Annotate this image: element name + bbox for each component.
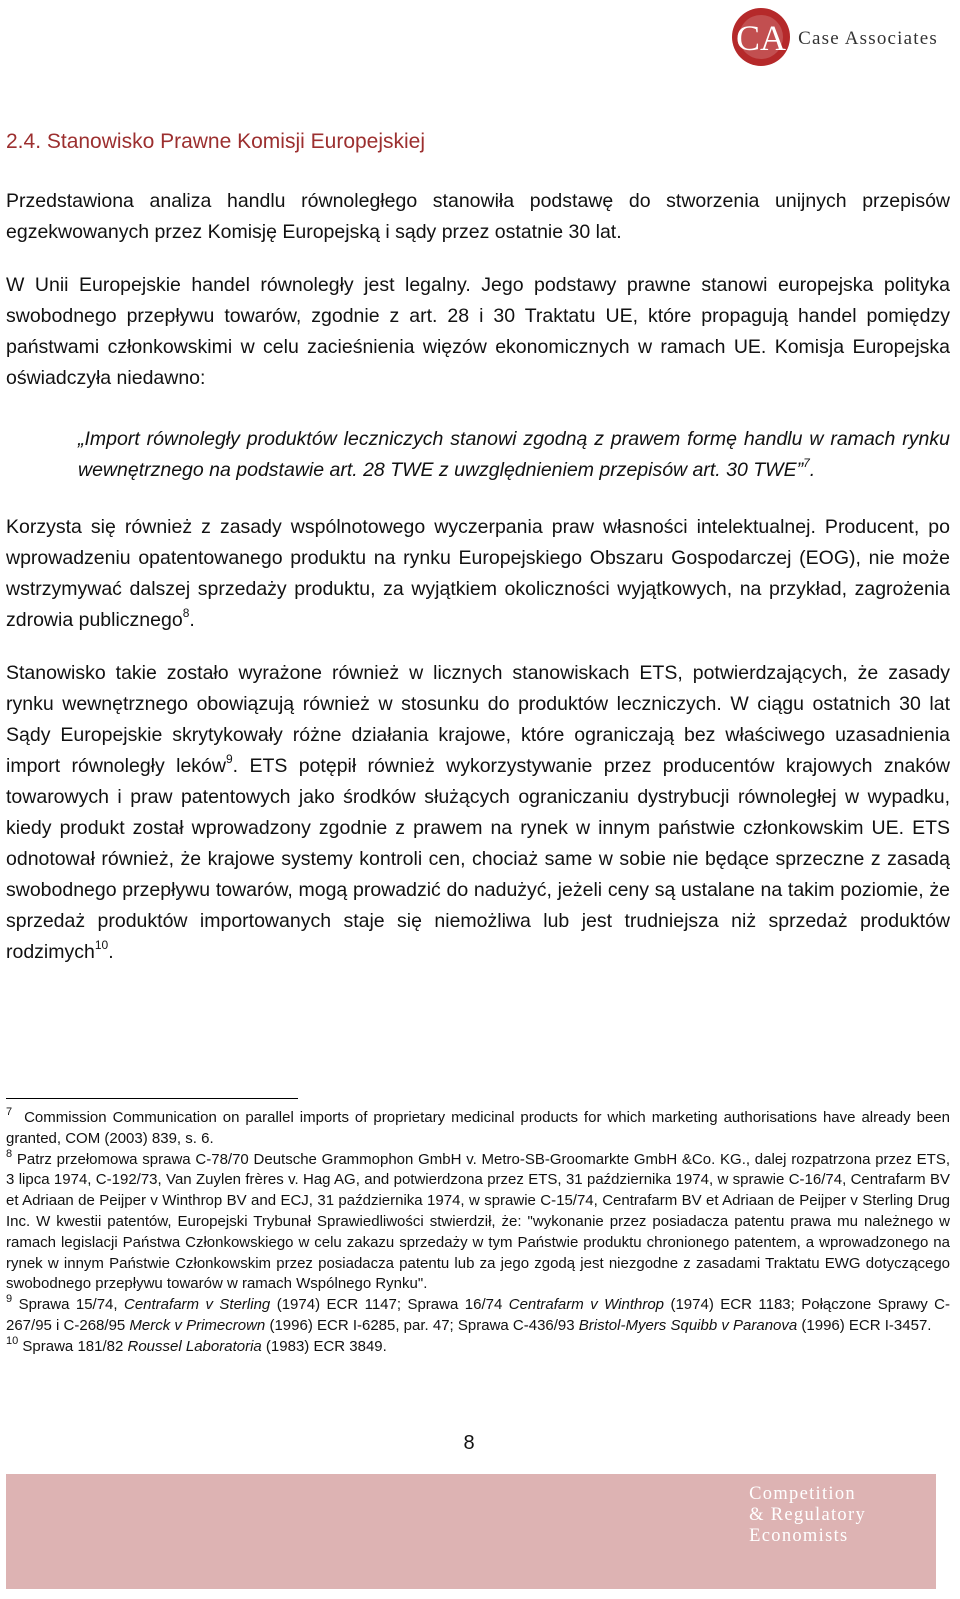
paragraph-1: Przedstawiona analiza handlu równoległego stanowiła podstawę do stworzenia unijnych przepisów egzekwowanych przez Komisję Europejską i sądy przez ostatnie 30 lat.: [6, 190, 950, 243]
paragraph-3-text: Korzysta się również z zasady wspólnotowego wyczerpania praw własności intelektualnej. Producent, po wprowadzeniu opatentowanego produktu na rynku Europejskiego Obszaru Gospodarczej (EOG), nie może wstrzymywać dalszej sprzedaży produktu, za wyjątkiem okoliczności wyjątkowych, na przykład, zagrożenia zdrowia publicznego: [6, 516, 950, 631]
footnote-9-number: 9: [6, 1293, 13, 1306]
footnote-7-text: Commission Communication on parallel imports of proprietary medicinal products for which marketing authorisations have already been granted, COM (2003) 839, s. 6.: [6, 1109, 950, 1147]
footnote-9-case-2: Centrafarm v Winthrop: [508, 1296, 665, 1314]
footer-brand-line-2: & Regulatory: [749, 1505, 866, 1525]
footnote-8: [6, 1147, 950, 1296]
footnote-9-text-c: (1974) ECR 1147; Sprawa 16/74: [270, 1296, 509, 1314]
footer-brand-line-1: Competition: [749, 1484, 856, 1504]
logo-monogram: CA: [736, 18, 787, 58]
footnote-8-number: 8: [6, 1147, 13, 1160]
footnote-9-case-3: Merck v Primecrown: [129, 1316, 266, 1334]
footnote-separator: [6, 1098, 298, 1099]
quote-end: .: [809, 459, 816, 481]
footnote-ref-10[interactable]: 10: [94, 937, 109, 952]
document-body: [6, 128, 950, 990]
footnote-10-text-c: (1983) ECR 3849.: [261, 1337, 387, 1355]
footnote-8-text: Patrz przełomowa sprawa C-78/70 Deutsche Grammophon GmbH v. Metro-SB-Groomarkte GmbH &Co. KG., dalej rozpatrzona przez ETS, 3 lipca 1974, C-192/73, Van Zuylen frères v. Hag AG, and potwierdzona przez ETS, 31 października 1974, w sprawie C-16/74, Centrafarm BV et Adriaan de Peijper v Winthrop BV and ECJ, 31 października 1974, w sprawie C-15/74, Centrafarm BV et Adriaan de Peijper v Sterling Drug Inc. W kwestii patentów, Europejski Trybunał Sprawiedliwości stwierdził, że: "wykonanie przez posiadacza patentu prawa mu należnego w ramach legislacji Państwa Członkowskiego w celu zakazu sprzedaży w tym Państwie produktu chronionego patentem, a wprowadzonego na rynek w innym Państwie Członkowskim przez posiadacza patentu lub za jego zgodą jest niezgodne z zasadami Traktatu EWG dotyczącego swobodnego przepływu towarów w ramach Wspólnego Rynku".: [6, 1150, 950, 1293]
footnote-7: [6, 1108, 950, 1150]
footnote-9-text-e: (1974) ECR 1183; Połączone Sprawy C-267/95 i C-268/95: [6, 1296, 950, 1334]
footnote-10: [6, 1334, 950, 1358]
footer-band: [6, 1474, 936, 1589]
footnote-ref-7[interactable]: 7: [803, 455, 810, 470]
footnote-10-case: Roussel Laboratoria: [127, 1337, 262, 1355]
paragraph-3: [6, 512, 950, 636]
footnote-9-text-i: (1996) ECR I-3457.: [797, 1316, 932, 1334]
ca-monogram-icon: [730, 6, 792, 68]
footnote-9-text-g: (1996) ECR I-6285, par. 47; Sprawa C-436/93: [265, 1316, 579, 1334]
footer-brand-line-3: Economists: [749, 1526, 849, 1546]
footnote-9-case-4: Bristol-Myers Squibb v Paranova: [578, 1316, 798, 1334]
commission-quote: [78, 424, 950, 486]
paragraph-4-text-a: Stanowisko takie zostało wyrażone również w licznych stanowiskach ETS, potwierdzających, że zasady rynku wewnętrznego obowiązują również w stosunku do produktów leczniczych. W ciągu ostatnich 30 lat Sądy Europejskie skrytykowały różne działania krajowe, które ograniczają bez właściwego uzasadnienia import równoległy leków: [6, 662, 950, 777]
paragraph-4-end: .: [108, 941, 114, 963]
footnote-10-text-a: Sprawa 181/82: [18, 1337, 128, 1355]
paragraph-4-text-b: . ETS potępił również wykorzystywanie przez producentów krajowych znaków towarowych i praw patentowych jako środków służących ograniczaniu dystrybucji równoległej w wypadku, kiedy produkt został wprowadzony zgodnie z prawem na rynek w innym państwie członkowskim UE. ETS odnotował również, że krajowe systemy kontroli cen, chociaż same w sobie nie będące sprzeczne z zasadą swobodnego przepływu towarów, mogą prowadzić do nadużyć, jeżeli ceny są ustalane na takim poziomie, że sprzedaż produktów importowanych staje się niemożliwa lub jest trudniejsza niż sprzedaż produktów rodzimych: [6, 755, 951, 963]
paragraph-2: W Unii Europejskie handel równoległy jest legalny. Jego podstawy prawne stanowi europejska polityka swobodnego przepływu towarów, zgodnie z art. 28 i 30 Traktatu UE, które propagują handel pomiędzy państwami członkowskimi w celu zacieśnienia więzów ekonomicznych w ramach UE. Komisja Europejska oświadczyła niedawno:: [6, 274, 950, 389]
page-number: 8: [463, 1432, 475, 1454]
footnotes: [6, 1108, 950, 1358]
paragraph-3-end: .: [189, 609, 195, 631]
footnote-ref-8[interactable]: 8: [182, 605, 190, 620]
footnote-9: [6, 1295, 950, 1337]
footnote-10-number: 10: [6, 1334, 19, 1347]
footnote-ref-9[interactable]: 9: [225, 751, 233, 766]
company-logo: [730, 6, 938, 68]
footer-brand: [749, 1484, 866, 1547]
footnote-9-case-1: Centrafarm v Sterling: [124, 1296, 271, 1314]
section-heading: 2.4. Stanowisko Prawne Komisji Europejskiej: [6, 130, 426, 153]
paragraph-4: [6, 658, 950, 968]
footnote-7-number: 7: [6, 1106, 13, 1118]
logo-company-name: Case Associates: [798, 28, 938, 49]
quote-text: „Import równoległy produktów leczniczych stanowi zgodną z prawem formę handlu w ramach rynku wewnętrznego na podstawie art. 28 TWE z uwzględnieniem przepisów art. 30 TWE”: [78, 428, 950, 481]
footnote-9-text-a: Sprawa 15/74,: [18, 1296, 124, 1314]
